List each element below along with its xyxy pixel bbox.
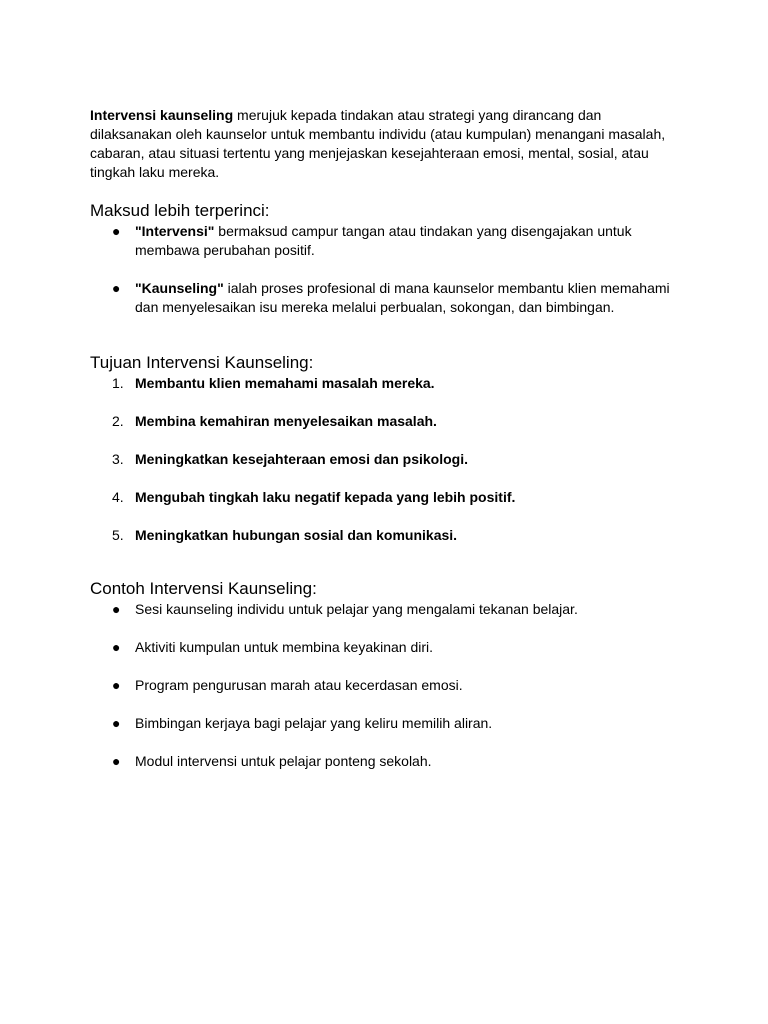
list-number: 4. [112, 489, 124, 505]
bullet-icon: ● [112, 280, 121, 296]
list-item [90, 450, 670, 469]
list-item [90, 412, 670, 431]
list-number: 2. [112, 413, 124, 429]
bullet-icon: ● [112, 639, 121, 655]
list-number: 1. [112, 375, 124, 391]
intro-paragraph [90, 106, 670, 182]
list-item [90, 374, 670, 393]
bullet-icon: ● [112, 677, 121, 693]
tujuan-text: Membantu klien memahami masalah mereka. [135, 375, 435, 391]
list-item [90, 279, 670, 317]
list-item [90, 600, 670, 619]
maksud-list [90, 222, 670, 317]
tujuan-list [90, 374, 670, 545]
bullet-icon: ● [112, 715, 121, 731]
contoh-list [90, 600, 670, 771]
contoh-text: Sesi kaunseling individu untuk pelajar yang mengalami tekanan belajar. [135, 601, 578, 617]
contoh-text: Bimbingan kerjaya bagi pelajar yang keliru memilih aliran. [135, 715, 493, 731]
list-item [90, 526, 670, 545]
contoh-text: Program pengurusan marah atau kecerdasan emosi. [135, 677, 463, 693]
list-item [90, 222, 670, 260]
tujuan-heading: Tujuan Intervensi Kaunseling: [90, 353, 314, 372]
bullet-icon: ● [112, 753, 121, 769]
list-item [90, 488, 670, 507]
contoh-text: Aktiviti kumpulan untuk membina keyakinan diri. [135, 639, 434, 655]
list-item [90, 714, 670, 733]
list-number: 5. [112, 527, 124, 543]
contoh-heading: Contoh Intervensi Kaunseling: [90, 579, 317, 598]
tujuan-text: Meningkatkan kesejahteraan emosi dan psikologi. [135, 451, 468, 467]
bullet-icon: ● [112, 601, 121, 617]
list-number: 3. [112, 451, 124, 467]
document-content [90, 106, 670, 771]
list-item [90, 638, 670, 657]
contoh-text: Modul intervensi untuk pelajar ponteng sekolah. [135, 753, 432, 769]
maksud-term: "Kaunseling" [135, 280, 224, 296]
maksud-term: "Intervensi" [135, 223, 215, 239]
bullet-icon: ● [112, 223, 121, 239]
intro-text: merujuk kepada tindakan atau strategi yang dirancang dan dilaksanakan oleh kaunselor untuk membantu individu (atau kumpulan) menangani masalah, cabaran, atau situasi tertentu yang menjejaskan kesejahteraan emosi, mental, sosial, atau tingkah laku mereka. [90, 107, 666, 180]
maksud-text: bermaksud campur tangan atau tindakan yang disengajakan untuk membawa perubahan positif. [135, 223, 632, 258]
tujuan-text: Membina kemahiran menyelesaikan masalah. [135, 413, 437, 429]
intro-term: Intervensi kaunseling [90, 107, 234, 123]
list-item [90, 752, 670, 771]
maksud-heading: Maksud lebih terperinci: [90, 201, 270, 220]
tujuan-text: Meningkatkan hubungan sosial dan komunikasi. [135, 527, 458, 543]
maksud-text: ialah proses profesional di mana kaunselor membantu klien memahami dan menyelesaikan isu mereka melalui perbualan, sokongan, dan bimbingan. [135, 280, 670, 315]
list-item [90, 676, 670, 695]
tujuan-text: Mengubah tingkah laku negatif kepada yang lebih positif. [135, 489, 516, 505]
